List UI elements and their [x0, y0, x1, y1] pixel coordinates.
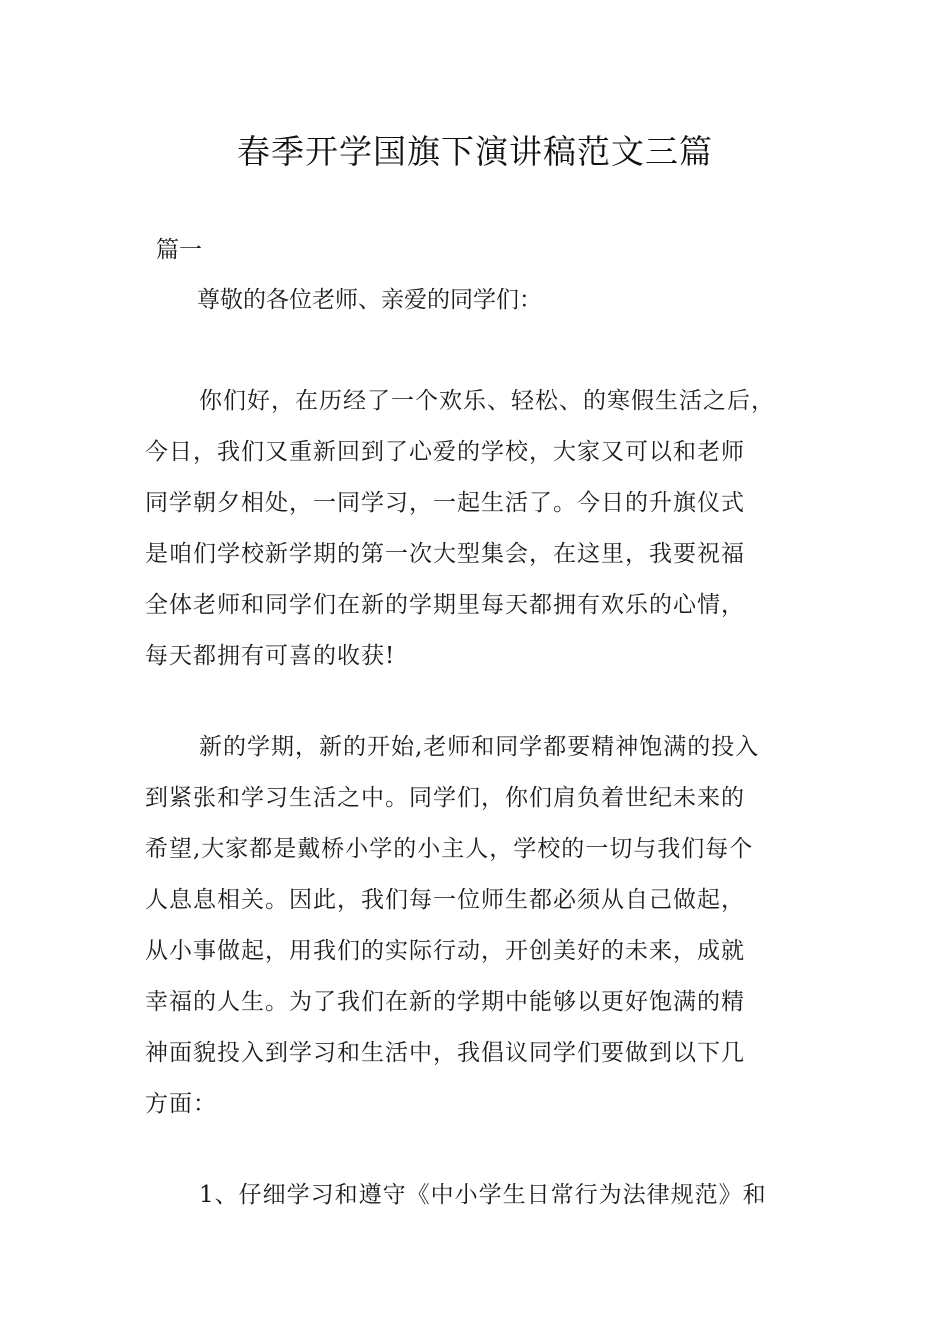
paragraph-line: 1、仔细学习和遵守《中小学生日常行为法律规范》和 [199, 1182, 767, 1208]
paragraph-line: 神面貌投入到学习和生活中，我倡议同学们要做到以下几 [145, 1040, 745, 1066]
paragraph-1 [145, 376, 825, 682]
section-label: 篇一 [156, 237, 202, 263]
paragraph-line: 希望,大家都是戴桥小学的小主人，学校的一切与我们每个 [145, 836, 754, 862]
paragraph-3 [145, 1170, 825, 1221]
paragraph-line: 全体老师和同学们在新的学期里每天都拥有欢乐的心情， [145, 592, 745, 618]
paragraph-line: 你们好，在历经了一个欢乐、轻松、的寒假生活之后， [199, 388, 775, 414]
paragraph-line: 每天都拥有可喜的收获! [145, 643, 396, 669]
paragraph-line: 今日，我们又重新回到了心爱的学校，大家又可以和老师 [145, 439, 745, 465]
paragraph-line: 同学朝夕相处，一同学习，一起生活了。今日的升旗仪式 [145, 490, 745, 516]
paragraph-line: 幸福的人生。为了我们在新的学期中能够以更好饱满的精 [145, 989, 745, 1015]
salutation: 尊敬的各位老师、亲爱的同学们： [197, 287, 542, 313]
document-title: 春季开学国旗下演讲稿范文三篇 [237, 132, 713, 171]
paragraph-line: 是咱们学校新学期的第一次大型集会，在这里，我要祝福 [145, 541, 745, 567]
paragraph-line: 方面： [145, 1091, 217, 1117]
paragraph-line: 到紧张和学习生活之中。同学们，你们肩负着世纪未来的 [145, 785, 745, 811]
paragraph-line: 人息息相关。因此，我们每一位师生都必须从自己做起， [145, 887, 745, 913]
paragraph-line: 从小事做起，用我们的实际行动，开创美好的未来，成就 [145, 938, 745, 964]
paragraph-line: 新的学期，新的开始,老师和同学都要精神饱满的投入 [199, 734, 760, 760]
paragraph-2 [145, 722, 825, 1130]
